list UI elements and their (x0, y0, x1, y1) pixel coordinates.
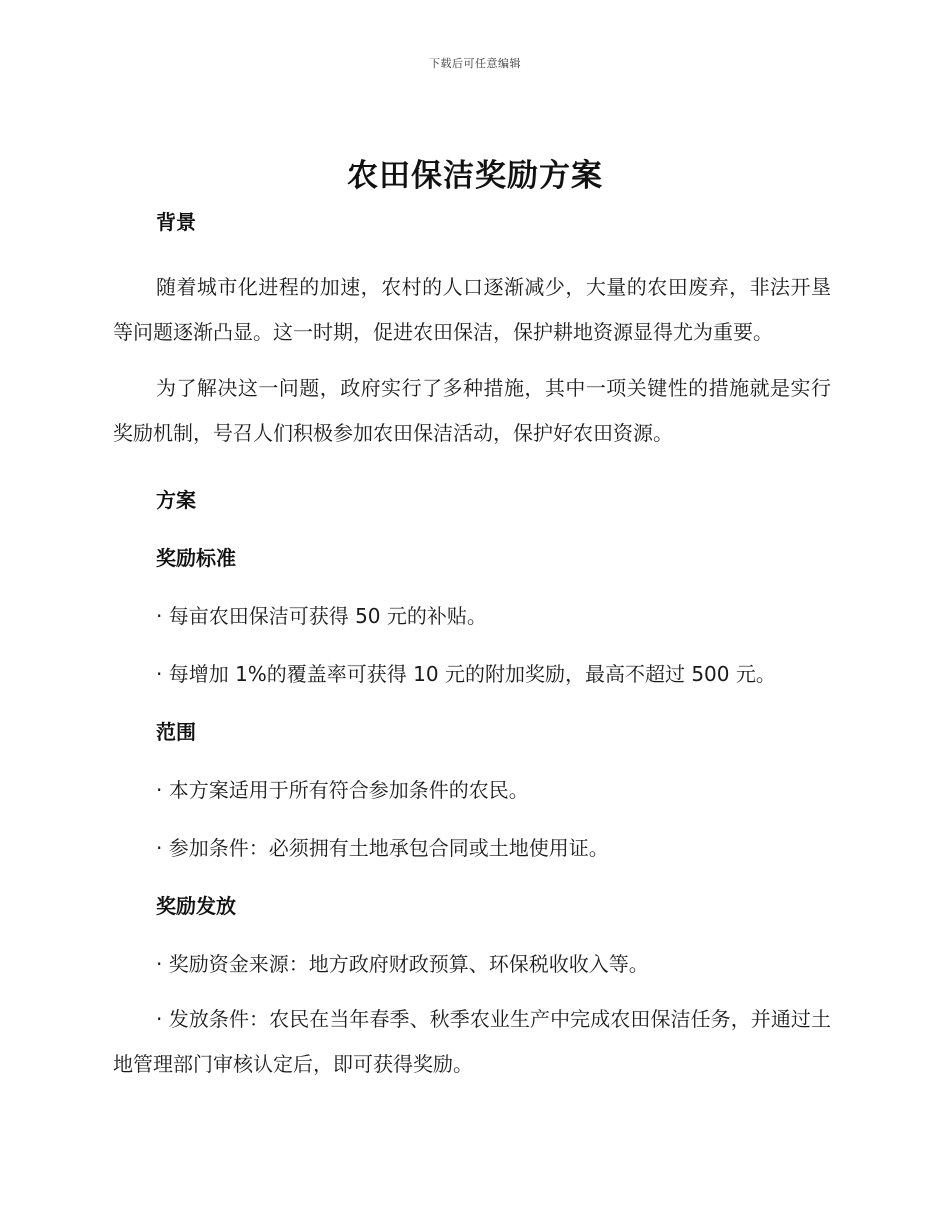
list-item: · 参加条件：必须拥有土地承包合同或土地使用证。 (156, 836, 609, 860)
paragraph-background-1: 随着城市化进程的加速，农村的人口逐渐减少，大量的农田废弃，非法开垦等问题逐渐凸显。这一时期，促进农田保洁，保护耕地资源显得尤为重要。 (113, 275, 831, 344)
paragraph-background-2: 为了解决这一问题，政府实行了多种措施，其中一项关键性的措施就是实行奖励机制，号召人们积极参加农田保洁活动，保护好农田资源。 (113, 376, 831, 445)
header-note: 下载后可任意编辑 (429, 57, 521, 70)
list-item: · 本方案适用于所有符合参加条件的农民。 (156, 778, 529, 802)
list-item: · 奖励资金来源：地方政府财政预算、环保税收收入等。 (156, 952, 649, 976)
list-item: · 每亩农田保洁可获得 50 元的补贴。 (156, 604, 487, 628)
document-title: 农田保洁奖励方案 (347, 158, 603, 194)
section-heading-scope: 范围 (156, 720, 196, 744)
section-heading-standard: 奖励标准 (156, 546, 236, 570)
section-heading-background: 背景 (156, 210, 196, 234)
section-heading-plan: 方案 (156, 488, 196, 512)
document-body (113, 208, 831, 1087)
section-heading-distribution: 奖励发放 (156, 894, 236, 918)
list-item: · 发放条件：农民在当年春季、秋季农业生产中完成农田保洁任务，并通过土地管理部门审核认定后，即可获得奖励。 (113, 1007, 831, 1076)
list-item: · 每增加 1%的覆盖率可获得 10 元的附加奖励，最高不超过 500 元。 (156, 662, 776, 686)
